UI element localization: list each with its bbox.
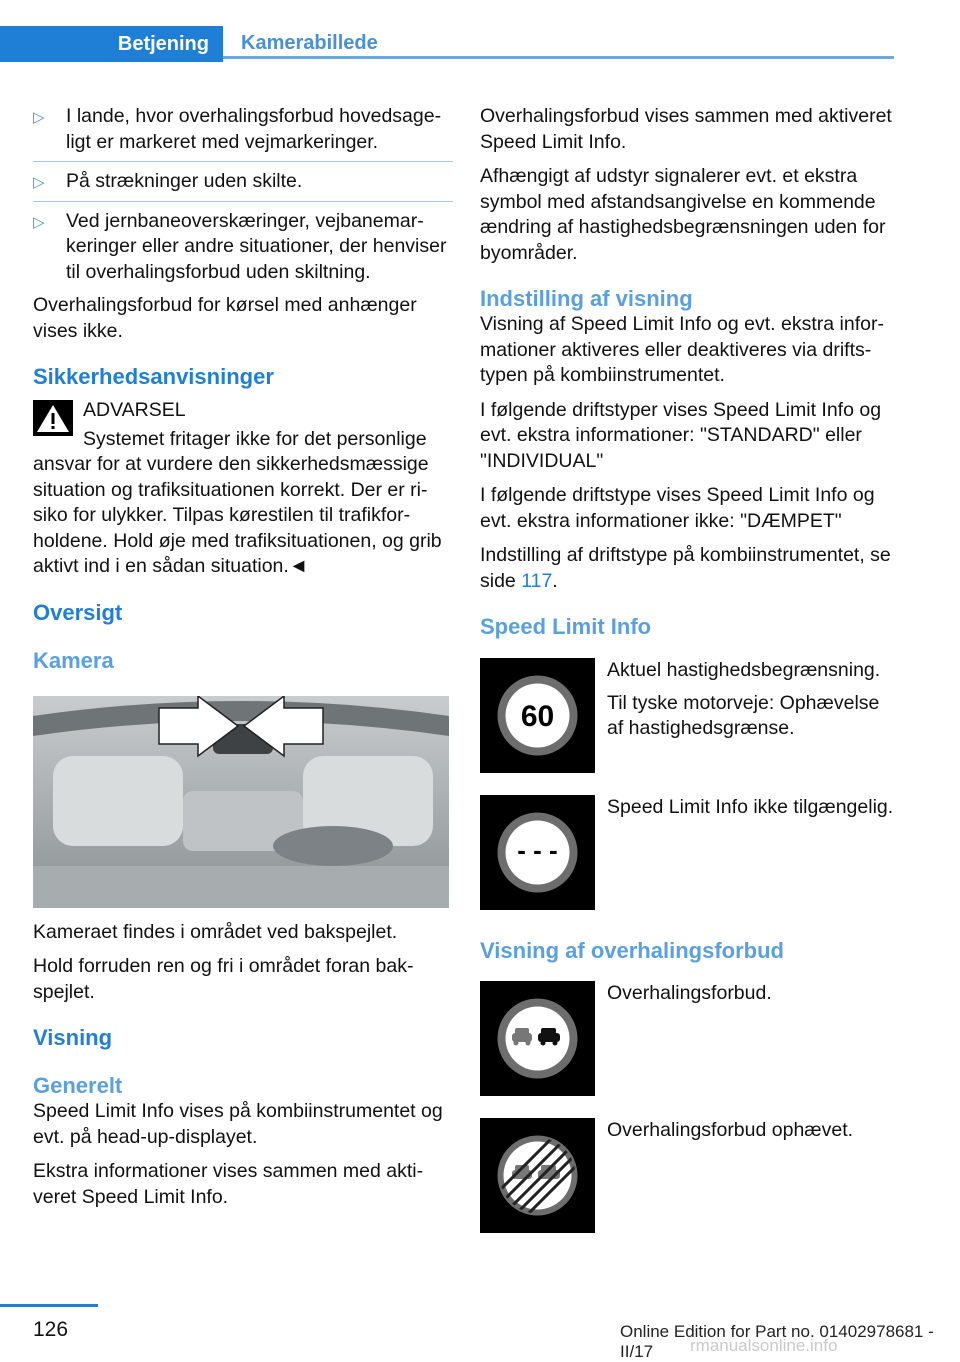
watermark: rmanualsonline.info	[690, 1336, 838, 1355]
triangle-bullet-icon: ▷	[33, 109, 45, 126]
triangle-bullet-icon: ▷	[33, 213, 45, 231]
no-overtaking-sign-icon	[480, 981, 595, 1096]
bullet-item: ▷ På strækninger uden skilte.	[33, 169, 453, 195]
left-column	[33, 104, 453, 1219]
bullet-item: ▷ Ved jernbaneoverskæringer, vejbanemarkeringer eller andre situationer, der henviser til overhalingsforbud uden skiltning.	[33, 209, 447, 283]
sign-row-unavailable	[480, 795, 900, 911]
sign-description: Til tyske motorveje: Ophævelse af hastighedsgrænse.	[607, 691, 880, 739]
warning-icon	[33, 400, 73, 436]
sign-description: Aktuel hastighedsbegrænsning.	[607, 659, 881, 681]
paragraph: Hold forruden ren og fri i området foran bakspejlet.	[33, 955, 414, 1003]
paragraph: Speed Limit Info vises på kombiinstrumentet og evt. på head-up-displayet.	[33, 1100, 443, 1148]
speed-limit-unavailable-sign-icon	[480, 795, 595, 910]
heading-display: Visning	[33, 1025, 113, 1050]
heading-general: Generelt	[33, 1073, 123, 1098]
warning-title: ADVARSEL	[83, 399, 186, 421]
sign-row-no-overtaking	[480, 981, 900, 1097]
warning-block	[33, 398, 453, 580]
edition-info: Online Edition for Part no. 01402978681 - II/17	[620, 1322, 934, 1361]
paragraph: Visning af Speed Limit Info og evt. ekstra informationer aktiveres eller deaktiveres via driftstypen på kombiinstrumentet.	[480, 313, 884, 386]
triangle-bullet-icon: ▷	[33, 174, 45, 191]
paragraph: Afhængigt af udstyr signalerer evt. et ekstra symbol med afstandsangivelse en kommende ændring af hastighedsbegrænsningen uden for byområder.	[480, 165, 886, 264]
speed-limit-60-sign-icon	[480, 658, 595, 773]
paragraph: Indstilling af driftstype på kombiinstrumentet, se side 117.	[480, 544, 891, 592]
paragraph: Ekstra informationer vises sammen med aktiveret Speed Limit Info.	[33, 1160, 424, 1208]
divider	[33, 161, 453, 162]
end-of-no-overtaking-sign-icon	[480, 1118, 595, 1233]
heading-display-setting: Indstilling af visning	[480, 286, 693, 311]
paragraph: I følgende driftstype vises Speed Limit Info og evt. ekstra informationer ikke: "DÆMPET"	[480, 484, 875, 532]
sign-row-overtaking-ended	[480, 1118, 900, 1234]
heading-overtaking: Visning af overhalingsforbud	[480, 938, 784, 963]
heading-safety: Sikkerhedsanvisninger	[33, 364, 274, 389]
paragraph: Kameraet findes i området ved bakspejlet.	[33, 920, 398, 943]
right-column	[480, 104, 900, 640]
paragraph: I følgende driftstyper vises Speed Limit Info og evt. ekstra informationer: "STANDARD" eller "INDIVIDUAL"	[480, 398, 882, 472]
paragraph: Overhalingsforbud vises sammen med aktiveret Speed Limit Info.	[480, 105, 892, 153]
page-link[interactable]: 117	[521, 569, 553, 592]
sign-row-speed-limit	[480, 658, 900, 774]
bullet-item: ▷ I lande, hvor overhalingsforbud hovedsageligt er markeret med vejmarkeringer.	[33, 105, 442, 153]
heading-camera: Kamera	[33, 647, 114, 673]
tab-kamerabillede[interactable]: Kamerabillede	[223, 26, 894, 59]
page-number: 126	[33, 1318, 69, 1341]
svg-text:60: 60	[520, 700, 555, 733]
heading-speed-limit-info: Speed Limit Info	[480, 614, 652, 639]
heading-overview: Oversigt	[33, 599, 123, 625]
warning-text: Systemet fritager ikke for det personlige ansvar for at vurdere den sikkerhedsmæssige situation og trafiksituationen korrekt. Der er risiko for ulykker. Tilpas kørestilen til trafikforholdene. Hold øje med trafiksituationen, og grib aktivt ind i en sådan situation.◄	[33, 427, 442, 577]
camera-photo	[33, 696, 449, 908]
paragraph: Overhalingsforbud for kørsel med anhænger vises ikke.	[33, 294, 417, 342]
divider	[33, 201, 453, 202]
sign-description: Overhalingsforbud.	[607, 982, 772, 1004]
tab-betjening[interactable]: Betjening	[0, 26, 223, 62]
sign-description: Overhalingsforbud ophævet.	[607, 1119, 854, 1141]
sign-description: Speed Limit Info ikke tilgængelig.	[607, 796, 894, 818]
footer-divider	[0, 1304, 98, 1307]
header-tabs	[0, 26, 894, 62]
svg-text:- - -: - - -	[517, 835, 558, 865]
